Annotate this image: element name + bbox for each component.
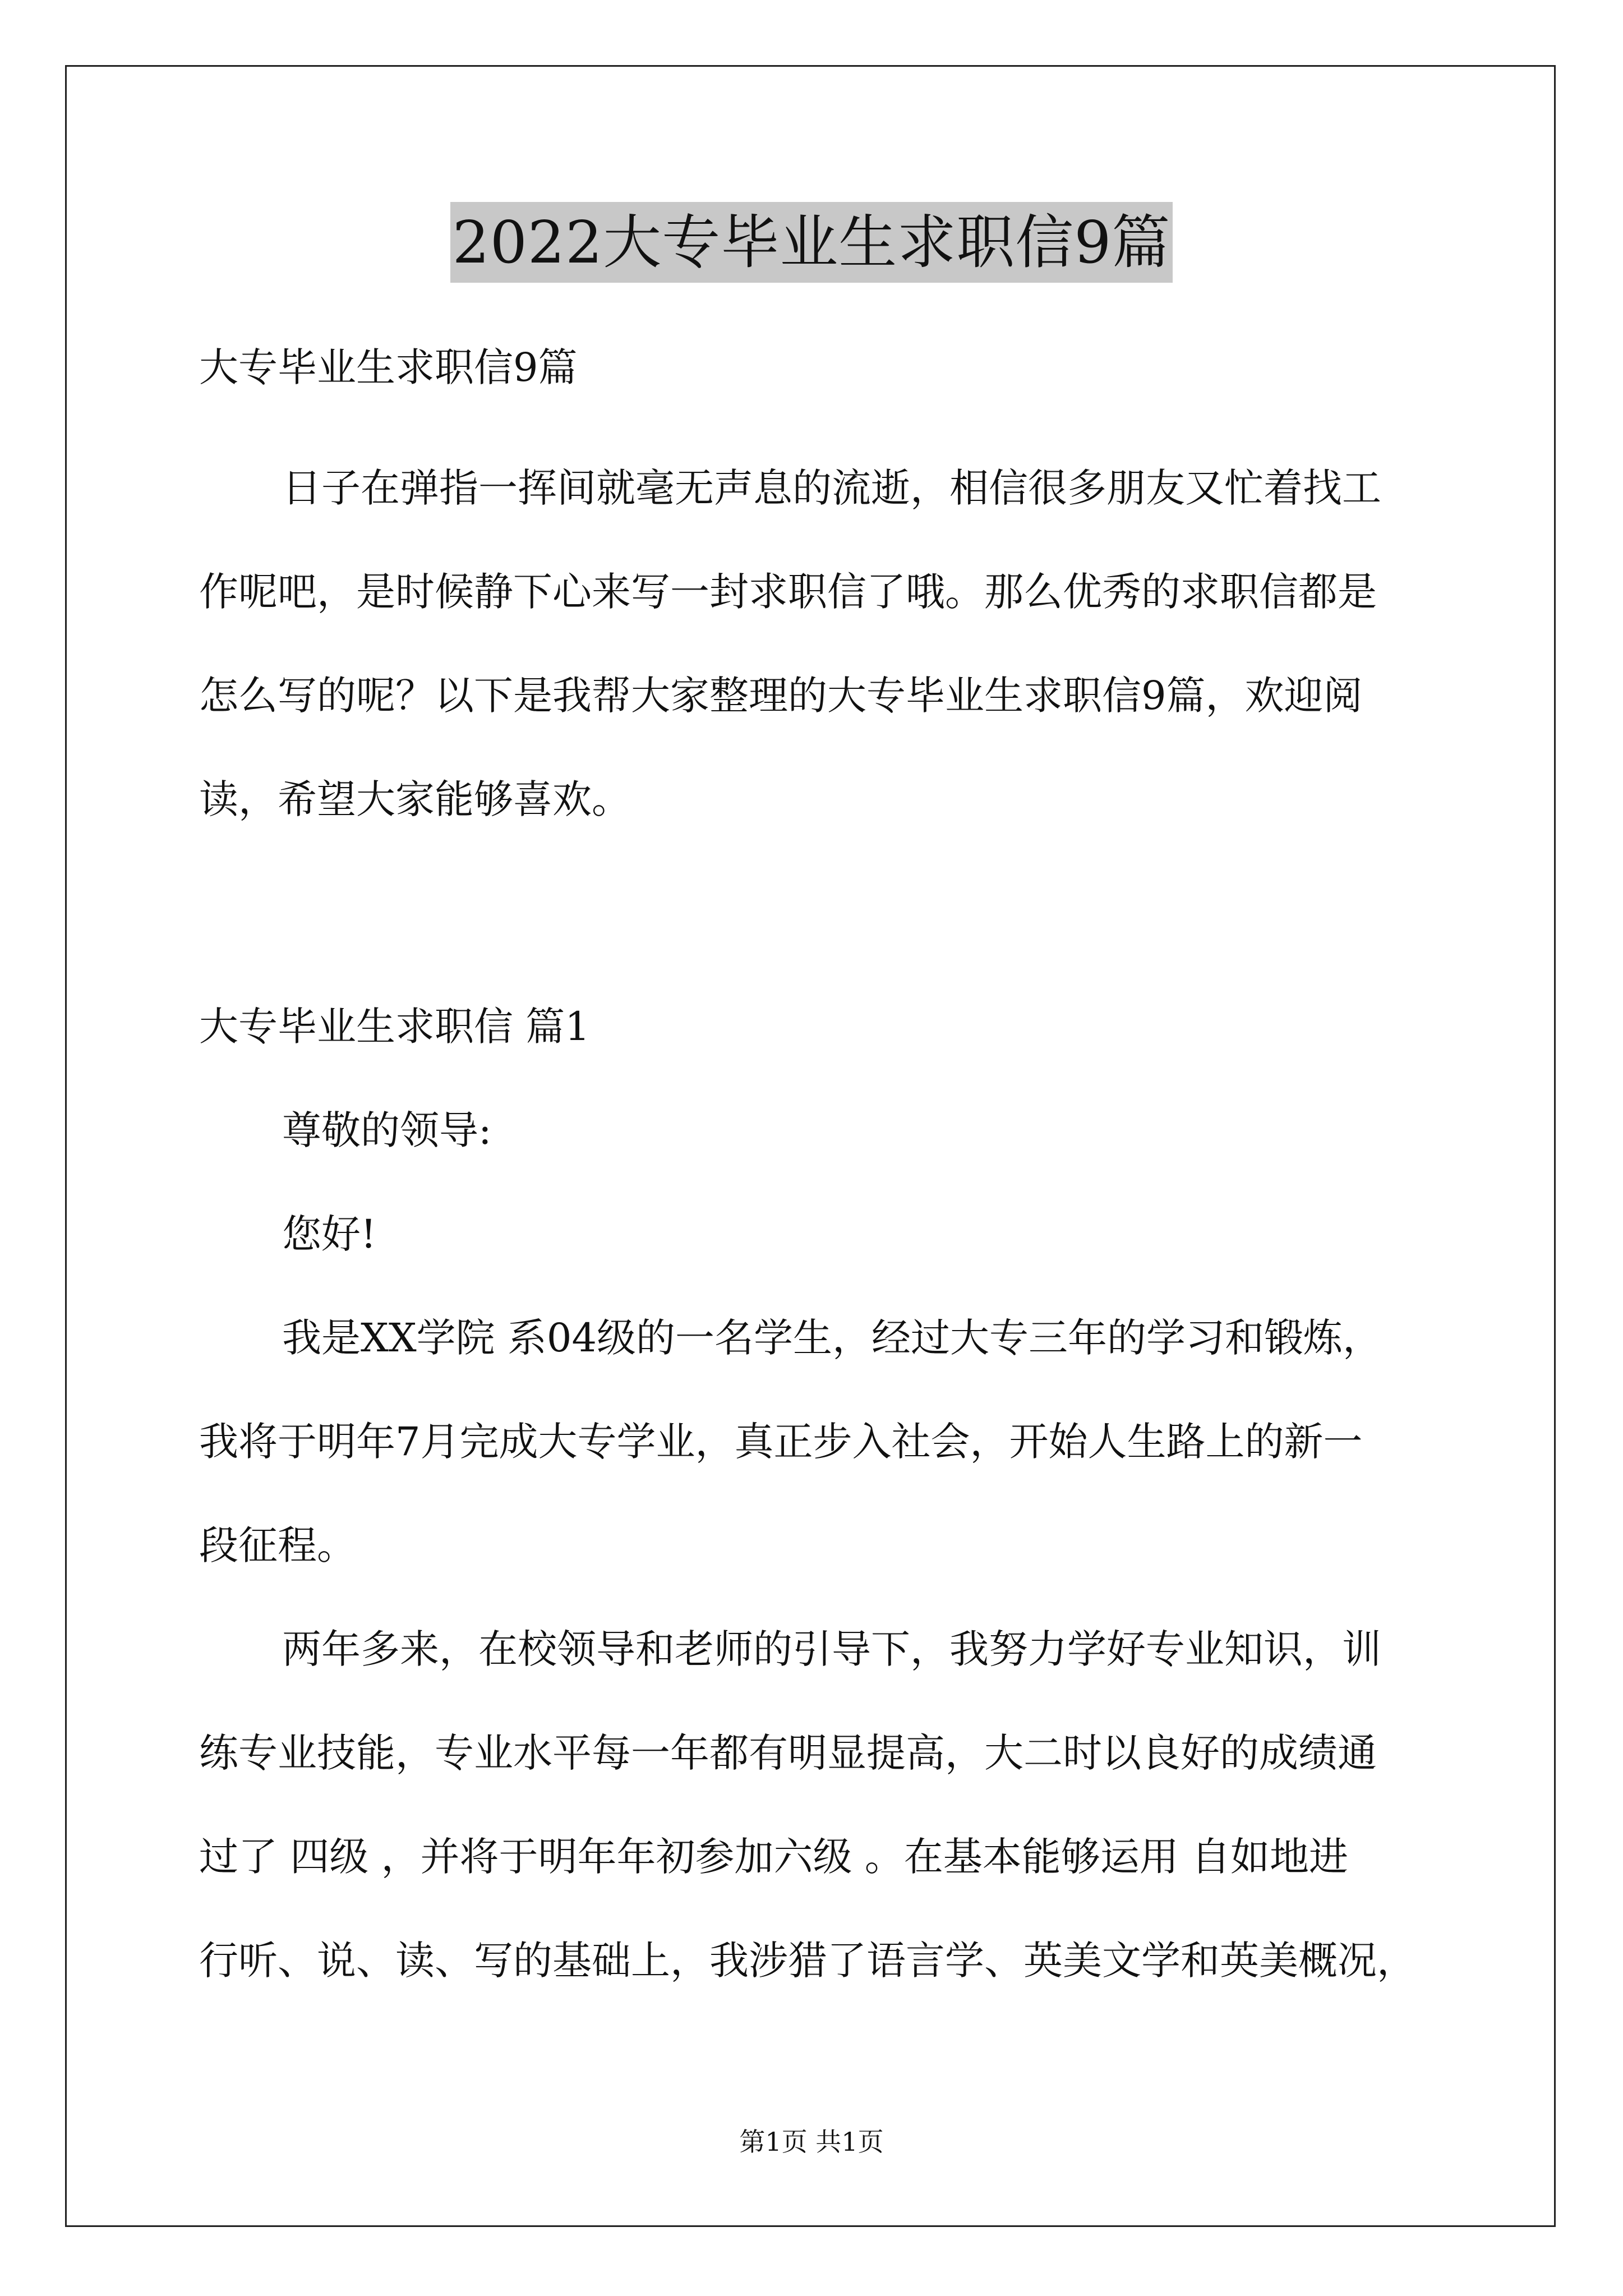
paragraph-line: 行听、说、读、写的基础上，我涉猎了语言学、英美文学和英美概况，: [199, 1938, 1416, 1984]
paragraph-line: 我将于明年7月完成大专学业，真正步入社会，开始人生路上的新一: [199, 1419, 1363, 1465]
intro-line: 读，希望大家能够喜欢。: [199, 776, 631, 822]
title-container: [0, 202, 1623, 283]
page-footer: 第1页 共1页: [739, 2127, 884, 2157]
subtitle: 大专毕业生求职信9篇: [199, 344, 578, 390]
paragraph-line: 两年多来，在校领导和老师的引导下，我努力学好专业知识，训: [282, 1626, 1381, 1672]
paragraph-line: 段征程。: [199, 1522, 356, 1568]
document-title: 2022大专毕业生求职信9篇: [450, 202, 1173, 283]
paragraph-line: 练专业技能，专业水平每一年都有明显提高，大二时以良好的成绩通: [199, 1730, 1377, 1776]
intro-line: 作呢吧，是时候静下心来写一封求职信了哦。那么优秀的求职信都是: [199, 569, 1377, 615]
section-heading: 大专毕业生求职信 篇1: [199, 1004, 590, 1050]
greeting: 您好!: [282, 1211, 377, 1257]
intro-line: 日子在弹指一挥间就毫无声息的流逝，相信很多朋友又忙着找工: [282, 465, 1381, 511]
salutation: 尊敬的领导:: [282, 1107, 492, 1153]
intro-line: 怎么写的呢？以下是我帮大家整理的大专毕业生求职信9篇，欢迎阅: [199, 673, 1363, 719]
paragraph-line: 过了 四级 ，并将于明年年初参加六级 。在基本能够运用 自如地进: [199, 1834, 1349, 1880]
paragraph-line: 我是XX学院 系04级的一名学生，经过大专三年的学习和锻炼，: [282, 1315, 1382, 1361]
